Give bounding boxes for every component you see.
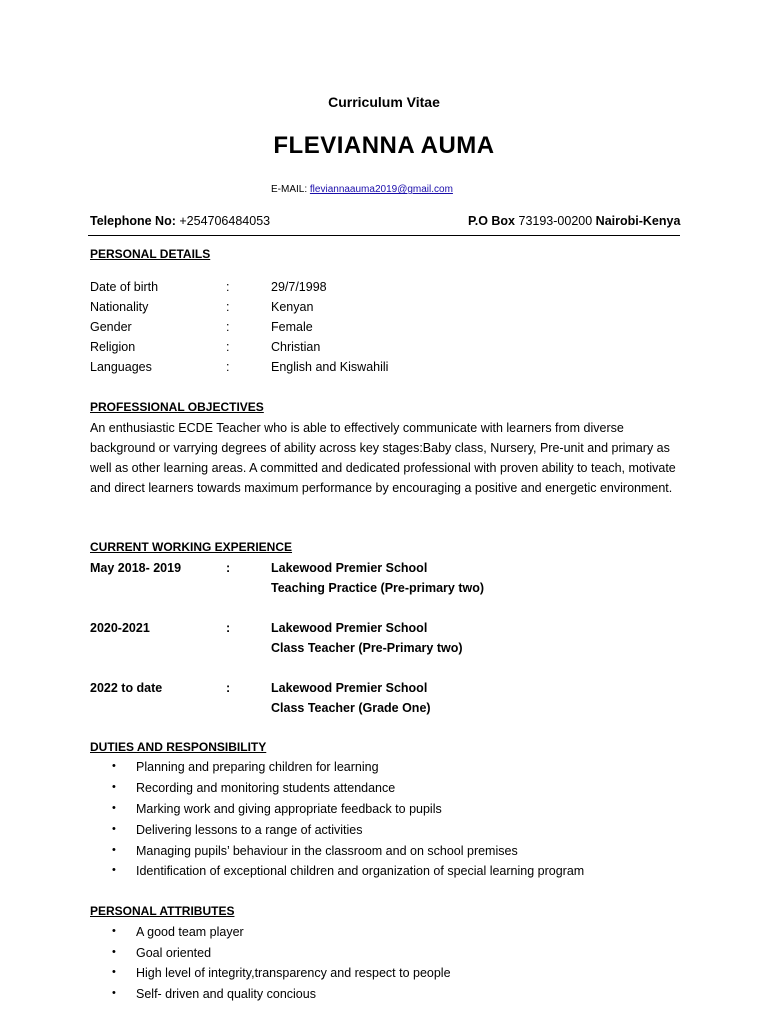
bullet-icon: • (112, 946, 116, 958)
duties-heading: DUTIES AND RESPONSIBILITY (90, 740, 267, 754)
experience-separator: : (226, 621, 231, 635)
detail-label: Languages (90, 360, 152, 374)
bullet-icon: • (112, 760, 116, 772)
detail-separator: : (226, 280, 230, 294)
bullet-icon: • (112, 966, 116, 978)
detail-label: Date of birth (90, 280, 159, 294)
experience-school: Lakewood Premier School (271, 561, 428, 575)
detail-label: Nationality (90, 300, 149, 314)
pobox-city: Nairobi-Kenya (595, 214, 681, 228)
experience-period: 2020-2021 (90, 621, 150, 635)
header-divider (88, 235, 680, 236)
duty-text: Recording and monitoring students attendance (136, 781, 396, 795)
detail-separator: : (226, 320, 230, 334)
duty-text: Delivering lessons to a range of activities (136, 823, 363, 837)
bullet-icon: • (112, 781, 116, 793)
experience-period: 2022 to date (90, 681, 163, 695)
objectives-paragraph: An enthusiastic ECDE Teacher who is able to effectively communicate with learners from diverse background or varrying degrees of ability across key stages:Baby class, Nursery, Pre-unit and primary as well as other learning areas. A committed and dedicated professional with proven ability to teach, motivate and direct learners towards maximum performance by encouraging a positive and energetic environment. (90, 421, 676, 495)
experience-role: Class Teacher (Pre-Primary two) (271, 641, 463, 655)
candidate-name: FLEVIANNA AUMA (273, 132, 495, 159)
detail-label: Gender (90, 320, 132, 334)
detail-separator: : (226, 360, 230, 374)
bullet-icon: • (112, 823, 116, 835)
bullet-icon: • (112, 844, 116, 856)
detail-value: English and Kiswahili (271, 360, 389, 374)
email-label: E-MAIL: (271, 184, 308, 195)
attribute-text: High level of integrity,transparency and respect to people (136, 966, 451, 980)
experience-school: Lakewood Premier School (271, 621, 428, 635)
detail-value: Female (271, 320, 313, 334)
detail-value: 29/7/1998 (271, 280, 327, 294)
personal-details-heading: PERSONAL DETAILS (90, 247, 211, 261)
duty-text: Managing pupils’ behaviour in the classroom and on school premises (136, 844, 518, 858)
postal-address (468, 214, 680, 228)
objectives-heading: PROFESSIONAL OBJECTIVES (90, 400, 264, 414)
detail-label: Religion (90, 340, 136, 354)
duty-text: Planning and preparing children for learning (136, 760, 379, 774)
experience-separator: : (226, 561, 231, 575)
experience-separator: : (226, 681, 231, 695)
duty-text: Marking work and giving appropriate feedback to pupils (136, 802, 442, 816)
detail-separator: : (226, 300, 230, 314)
experience-heading: CURRENT WORKING EXPERIENCE (90, 540, 293, 554)
email-line (271, 184, 453, 195)
experience-period: May 2018- 2019 (90, 561, 182, 575)
experience-role: Teaching Practice (Pre-primary two) (271, 581, 485, 595)
bullet-icon: • (112, 987, 116, 999)
experience-role: Class Teacher (Grade One) (271, 701, 431, 715)
bullet-icon: • (112, 802, 116, 814)
telephone-line (90, 214, 270, 228)
attribute-text: A good team player (136, 925, 244, 939)
document-title: Curriculum Vitae (328, 94, 440, 110)
pobox-label: P.O Box (468, 214, 516, 228)
detail-separator: : (226, 340, 230, 354)
detail-value: Christian (271, 340, 321, 354)
experience-school: Lakewood Premier School (271, 681, 428, 695)
pobox-number: 73193-00200 (518, 214, 593, 228)
attributes-heading: PERSONAL ATTRIBUTES (90, 904, 235, 918)
attribute-text: Goal oriented (136, 946, 212, 960)
bullet-icon: • (112, 925, 116, 937)
telephone-number: +254706484053 (179, 214, 271, 228)
email-link[interactable]: fleviannaauma2019@gmail.com (309, 184, 453, 195)
detail-value: Kenyan (271, 300, 314, 314)
bullet-icon: • (112, 864, 116, 876)
duty-text: Identification of exceptional children and organization of special learning program (136, 864, 585, 878)
telephone-label: Telephone No: (90, 214, 176, 228)
attribute-text: Self- driven and quality concious (136, 987, 316, 1001)
